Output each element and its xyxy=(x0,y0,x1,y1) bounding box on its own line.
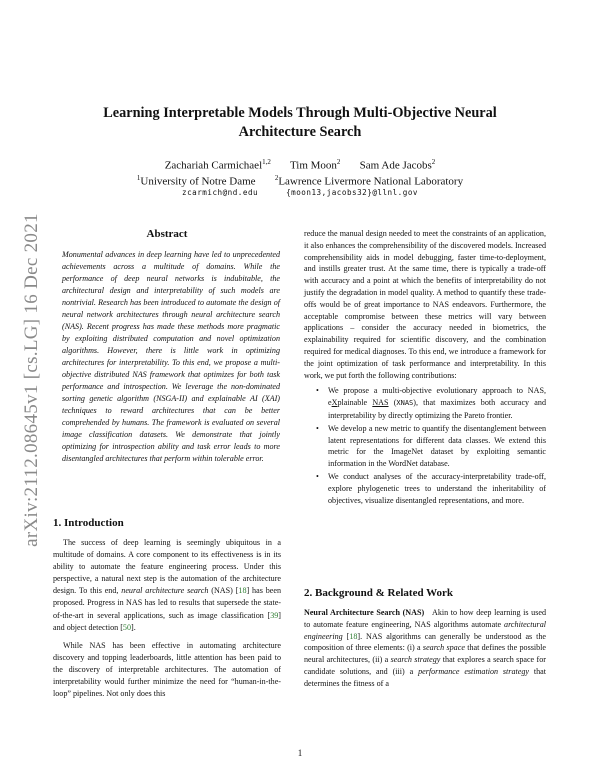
affiliation: University of Notre Dame xyxy=(140,175,256,188)
author-list: Zachariah Carmichael$^{1,2}$ Tim Moon$^2$ Sam Ade Jacobs$^2$ xyxy=(164,158,436,172)
author-name: Zachariah Carmichael xyxy=(164,159,263,172)
paragraph: reduce the manual design needed to meet the constraints of an application, it also enhances the comprehensibility of the discovered models. Increased comprehensibility aids in model debugging, faster time-to-deployment, and instills greater trust. At the same time, there is typically a trade-off with accuracy and a point at which the benefits of interpretability do not justify the degradation in model quality. A method to quantify these trade-offs would be of great importance to NAS endeavors. Furthermore, the acceptable compromise between these metrics will vary between applications – consider the accuracy needed in biometrics, the explainability required for scientific discovery, and the combination required for medical diagnoses. To this end, we introduce a framework for the joint optimization of task performance and interpretability. In this work, we put forth the following contributions: xyxy=(304,229,546,380)
background-text: Neural Architecture Search (NAS) Akin to how deep learning is used to automate feature engineering, NAS algorithms automate architectural engineering [18]. NAS algorithms can generally be understood as the composition of three elements: (i) a search space that defines the possible neural architectures, (ii) a search strategy that explores a search space for candidate solutions, and (iii) a performance estimation strategy that determines the fitness of a xyxy=(304,608,547,688)
paper-title: Learning Interpretable Models Through Multi-Objective Neural Architecture Search xyxy=(103,105,497,140)
section-heading-introduction: 1. Introduction xyxy=(53,517,124,529)
author-name: Tim Moon xyxy=(289,159,337,172)
list-item: • We develop a new metric to quantify the disentanglement between latent representations for different data classes. We extend this metric for the ImageNet dataset by exploiting semantic information in the WordNet database. xyxy=(328,423,546,470)
abstract-text: Monumental advances in deep learning have led to unprecedented achievements across a multitude of domains. While the performance of deep neural networks is indubitable, the architectural design and interpretability of such models are nontrivial. Research has been introduced to automate the design of neural network architectures through neural architecture search (NAS). Recent progress has made these methods more pragmatic by exploiting distributed computation and novel optimization algorithms. However, there is little work in optimizing architectures for interpretability. To this end, we propose a multi-objective distributed NAS framework that optimizes for both task performance and introspection. We leverage the non-dominated sorting genetic algorithm (NSGA-II) and explainable AI (XAI) techniques to reward architectures that can be better comprehended by humans. The framework is evaluated on several image classification datasets. We demonstrate that jointly optimizing for introspection ability and task error leads to more disentangled architectures that perform within tolerable error. xyxy=(62,250,280,463)
abstract-heading: Abstract xyxy=(146,228,188,240)
section-heading-background: 2. Background & Related Work xyxy=(304,587,454,599)
right-column-text xyxy=(304,228,546,507)
author-name: Sam Ade Jacobs xyxy=(359,159,432,172)
paragraph: The success of deep learning is seemingly ubiquitous in a multitude of domains. A core component to its effectiveness is in its ability to automate the feature engineering process. Under this perspective, a natural next step is the automation of the architecture design. To this end, neural architecture search (NAS) [18] has been proposed. Progress in NAS has led to results that supersede the state-of-the-art in several applications, such as image classification [39] and object detection [50]. xyxy=(53,538,281,632)
author-emails xyxy=(80,188,520,197)
email[interactable]: {moon13,jacobs32}@llnl.gov xyxy=(286,188,418,197)
page-number: 1 xyxy=(297,748,303,758)
introduction-text xyxy=(53,537,281,706)
affiliation: Lawrence Livermore National Laboratory xyxy=(278,175,464,188)
email[interactable]: zcarmich@nd.edu xyxy=(182,188,259,197)
citation-link[interactable]: 18 xyxy=(238,586,247,596)
list-item: • We propose a multi-objective evolutionary approach to NAS, eXplainable NAS (XNAS), that maximizes both accuracy and interpretability by directly optimizing the Pareto frontier. xyxy=(328,385,546,421)
list-item: • We conduct analyses of the accuracy-interpretability trade-off, explore phylogenetic trees to understand the inheritability of objectives, visualize disentangled representations, and more. xyxy=(328,471,546,506)
paragraph-lead: Neural Architecture Search (NAS) xyxy=(304,608,425,617)
citation-link[interactable]: 50 xyxy=(122,622,131,632)
paragraph: While NAS has been effective in automating architecture discovery and topping leaderboards, little attention has been paid to the discovery of interpretable architectures. The automation of interpretability would further minimize the need for “human-in-the-loop” pipelines. Not only does this xyxy=(53,640,281,699)
arxiv-stamp: arXiv:2112.08645v1 [cs.LG] 16 Dec 2021 xyxy=(21,213,42,547)
citation-link[interactable]: 18 xyxy=(349,631,358,641)
contributions-list xyxy=(304,385,546,506)
citation-link[interactable]: 39 xyxy=(270,610,279,620)
affiliations: $^1$University of Notre Dame $^2$Lawrence Livermore National Laboratory xyxy=(136,174,464,188)
